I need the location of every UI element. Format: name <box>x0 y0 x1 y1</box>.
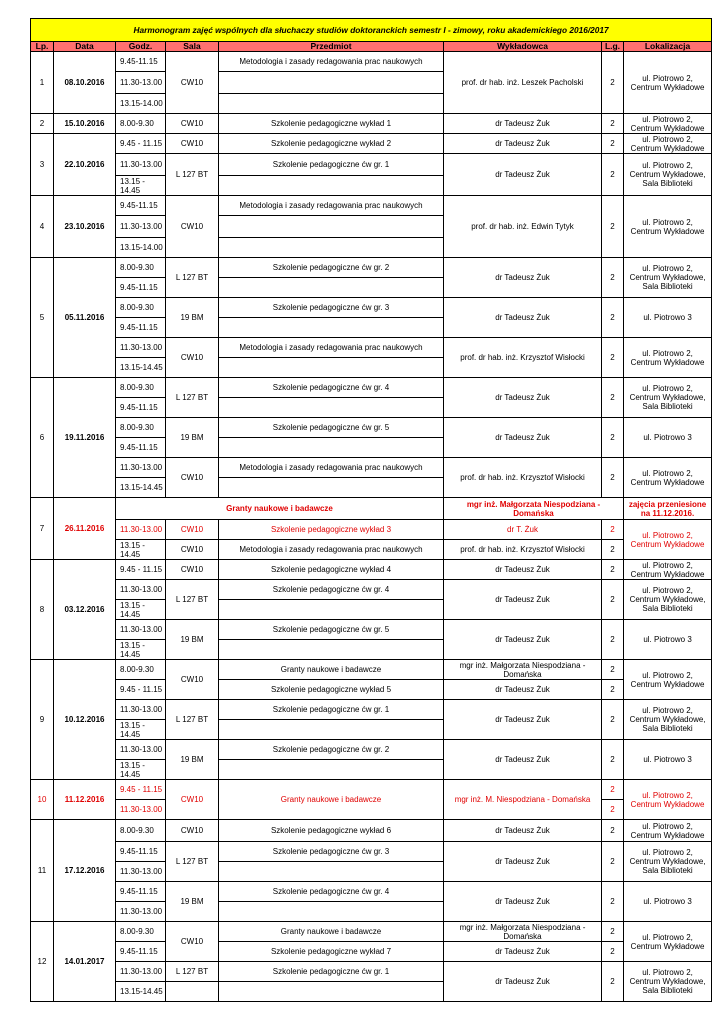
row-location: ul. Piotrowo 3 <box>624 298 712 338</box>
row-room <box>166 982 219 1002</box>
row-time: 11.30-13.00 <box>116 902 166 922</box>
row-time: 9.45-11.15 <box>116 52 166 72</box>
row-room <box>219 216 444 238</box>
row-date: 19.11.2016 <box>54 378 116 498</box>
row-date: 11.12.2016 <box>54 780 116 820</box>
row-subject: Metodologia i zasady redagowania prac naukowych <box>219 52 444 72</box>
row-location: ul. Piotrowo 2, Centrum Wykładowe, Sala Biblioteki <box>624 378 712 418</box>
table-row <box>31 842 712 862</box>
row-time: 9.45 - 11.15 <box>116 680 166 700</box>
row-location: ul. Piotrowo 3 <box>624 418 712 458</box>
row-lecturer: dr Tadeusz Żuk <box>444 154 602 196</box>
header-date: Data <box>54 42 116 52</box>
row-date: 10.12.2016 <box>54 660 116 780</box>
row-hours: 2 <box>602 378 624 418</box>
row-subject: Szkolenie pedagogiczne ćw gr. 4 <box>219 882 444 902</box>
row-lecturer: dr Tadeusz Żuk <box>444 560 602 580</box>
row-room: 19 BM <box>166 882 219 922</box>
row-time: 13.15-14.00 <box>116 238 166 258</box>
row-room <box>219 72 444 94</box>
row-subject <box>219 478 444 498</box>
row-room: CW10 <box>166 660 219 700</box>
row-hours: 2 <box>602 882 624 922</box>
row-hours: 2 <box>602 922 624 942</box>
row-time: 11.30-13.00 <box>116 862 166 882</box>
row-lecturer: dr Tadeusz Żuk <box>444 962 602 1002</box>
row-time: 13.15 - 14.45 <box>116 540 166 560</box>
row-time: 13.15-14.45 <box>116 478 166 498</box>
table-row <box>31 378 712 398</box>
row-subject: Szkolenie pedagogiczne ćw gr. 1 <box>219 700 444 720</box>
row-lp: 12 <box>31 922 54 1002</box>
row-time: 11.30-13.00 <box>116 620 166 640</box>
row-room <box>219 176 444 196</box>
notice-location: zajęcia przeniesione na 11.12.2016. <box>624 498 712 520</box>
row-hours: 2 <box>602 680 624 700</box>
row-hours: 2 <box>602 800 624 820</box>
row-room: CW10 <box>166 520 219 540</box>
row-time: 8.00-9.30 <box>116 378 166 398</box>
row-subject <box>219 720 444 740</box>
row-lp: 9 <box>31 660 54 780</box>
row-lp: 8 <box>31 560 54 660</box>
row-date: 17.12.2016 <box>54 820 116 922</box>
row-lecturer: dr Tadeusz Żuk <box>444 700 602 740</box>
row-hours: 2 <box>602 52 624 114</box>
row-time: 11.30-13.00 <box>116 740 166 760</box>
row-date: 05.11.2016 <box>54 258 116 378</box>
table-row <box>31 680 712 700</box>
row-time: 8.00-9.30 <box>116 820 166 842</box>
notice-lecturer: mgr inż. Małgorzata Niespodziana - Domańska <box>444 498 624 520</box>
row-subject: Szkolenie pedagogiczne wykład 6 <box>219 820 444 842</box>
row-lecturer: dr Tadeusz Żuk <box>444 378 602 418</box>
row-subject <box>219 318 444 338</box>
title-row <box>31 19 712 42</box>
row-lp: 7 <box>31 498 54 560</box>
row-lecturer: dr Tadeusz Żuk <box>444 942 602 962</box>
row-date: 15.10.2016 <box>54 114 116 134</box>
row-date: 03.12.2016 <box>54 560 116 660</box>
row-subject <box>219 600 444 620</box>
row-time: 8.00-9.30 <box>116 418 166 438</box>
row-location: ul. Piotrowo 2, Centrum Wykładowe <box>624 560 712 580</box>
row-hours: 2 <box>602 962 624 1002</box>
row-room: CW10 <box>166 540 219 560</box>
row-subject: Szkolenie pedagogiczne ćw gr. 4 <box>219 378 444 398</box>
row-hours: 2 <box>602 298 624 338</box>
row-subject <box>219 438 444 458</box>
schedule-table <box>30 18 712 1002</box>
schedule-title: Harmonogram zajęć wspólnych dla słuchaczy studiów doktoranckich semestr I - zimowy, roku akademickiego 2016/2017 <box>31 19 712 42</box>
row-location: ul. Piotrowo 2, Centrum Wykładowe, Sala Biblioteki <box>624 154 712 196</box>
row-time: 9.45-11.15 <box>116 942 166 962</box>
table-row <box>31 620 712 640</box>
row-location: ul. Piotrowo 2, Centrum Wykładowe <box>624 52 712 114</box>
row-lp: 11 <box>31 820 54 922</box>
row-subject: Metodologia i zasady redagowania prac naukowych <box>219 338 444 358</box>
row-time: 11.30-13.00 <box>116 700 166 720</box>
row-lecturer: dr Tadeusz Żuk <box>444 114 602 134</box>
row-lp: 1 <box>31 52 54 114</box>
row-hours: 2 <box>602 620 624 660</box>
row-room: 19 BM <box>166 620 219 660</box>
row-subject <box>219 278 444 298</box>
table-row <box>31 780 712 800</box>
row-time: 8.00-9.30 <box>116 298 166 318</box>
row-room <box>219 238 444 258</box>
row-hours: 2 <box>602 740 624 780</box>
row-subject <box>219 902 444 922</box>
row-subject: Granty naukowe i badawcze <box>219 922 444 942</box>
row-time: 11.30-13.00 <box>116 458 166 478</box>
row-time: 9.45 - 11.15 <box>116 560 166 580</box>
row-lecturer: prof. dr hab. inż. Leszek Pacholski <box>444 52 602 114</box>
row-time: 9.45-11.15 <box>116 882 166 902</box>
row-location: ul. Piotrowo 2, Centrum Wykładowe <box>624 114 712 134</box>
row-lp: 5 <box>31 258 54 378</box>
row-room: L 127 BT <box>166 378 219 418</box>
row-hours: 2 <box>602 154 624 196</box>
row-hours: 2 <box>602 942 624 962</box>
row-hours: 2 <box>602 842 624 882</box>
row-room: L 127 BT <box>166 962 219 982</box>
row-room: CW10 <box>166 820 219 842</box>
notice-row <box>31 498 712 520</box>
row-time: 11.30-13.00 <box>116 962 166 982</box>
row-room: CW10 <box>166 560 219 580</box>
table-row <box>31 740 712 760</box>
row-subject: Szkolenie pedagogiczne ćw gr. 5 <box>219 620 444 640</box>
row-lecturer: dr Tadeusz Żuk <box>444 820 602 842</box>
row-hours: 2 <box>602 196 624 258</box>
row-location: ul. Piotrowo 3 <box>624 740 712 780</box>
row-time: 13.15 - 14.45 <box>116 600 166 620</box>
row-lecturer: dr T. Żuk <box>444 520 602 540</box>
row-lecturer: dr Tadeusz Żuk <box>444 680 602 700</box>
row-location: ul. Piotrowo 2, Centrum Wykładowe, Sala Biblioteki <box>624 962 712 1002</box>
row-lp: 6 <box>31 378 54 498</box>
table-row <box>31 922 712 942</box>
row-subject: Szkolenie pedagogiczne ćw gr. 3 <box>219 298 444 318</box>
row-time: 11.30-13.00 <box>116 520 166 540</box>
row-subject <box>219 760 444 780</box>
row-subject: Szkolenie pedagogiczne ćw gr. 2 <box>219 258 444 278</box>
row-room: 19 BM <box>166 298 219 338</box>
row-subject <box>219 640 444 660</box>
row-lecturer: prof. dr hab. inż. Krzysztof Wisłocki <box>444 458 602 498</box>
row-subject: Szkolenie pedagogiczne ćw gr. 3 <box>219 842 444 862</box>
row-time: 13.15 - 14.45 <box>116 640 166 660</box>
row-lecturer: dr Tadeusz Żuk <box>444 842 602 882</box>
row-date: 08.10.2016 <box>54 52 116 114</box>
row-room: 19 BM <box>166 740 219 780</box>
row-time: 8.00-9.30 <box>116 922 166 942</box>
row-location: ul. Piotrowo 3 <box>624 882 712 922</box>
row-hours: 2 <box>602 540 624 560</box>
row-lp: 2 <box>31 114 54 134</box>
row-room: CW10 <box>166 458 219 498</box>
row-location: ul. Piotrowo 2, Centrum Wykładowe <box>624 922 712 962</box>
row-room: L 127 BT <box>166 258 219 298</box>
row-hours: 2 <box>602 560 624 580</box>
row-subject: Szkolenie pedagogiczne ćw gr. 4 <box>219 580 444 600</box>
header-location: Lokalizacja <box>624 42 712 52</box>
row-location: ul. Piotrowo 2, Centrum Wykładowe, Sala Biblioteki <box>624 700 712 740</box>
table-row <box>31 418 712 438</box>
row-hours: 2 <box>602 258 624 298</box>
row-hours: 2 <box>602 700 624 740</box>
table-row <box>31 700 712 720</box>
row-subject: Metodologia i zasady redagowania prac naukowych <box>219 458 444 478</box>
table-row <box>31 962 712 982</box>
row-subject: Szkolenie pedagogiczne wykład 2 <box>219 134 444 154</box>
row-location: ul. Piotrowo 3 <box>624 620 712 660</box>
row-time: 13.15 - 14.45 <box>116 720 166 740</box>
table-row <box>31 540 712 560</box>
header-room: Sala <box>166 42 219 52</box>
row-room: L 127 BT <box>166 154 219 196</box>
header-row <box>31 42 712 52</box>
row-lecturer: dr Tadeusz Żuk <box>444 298 602 338</box>
row-subject: Granty naukowe i badawcze <box>219 660 444 680</box>
row-room: L 127 BT <box>166 842 219 882</box>
row-time: 11.30-13.00 <box>116 338 166 358</box>
table-row <box>31 660 712 680</box>
row-time: 9.45-11.15 <box>116 278 166 298</box>
row-room <box>219 94 444 114</box>
row-hours: 2 <box>602 338 624 378</box>
header-lecturer: Wykładowca <box>444 42 602 52</box>
table-row <box>31 820 712 842</box>
row-time: 9.45-11.15 <box>116 196 166 216</box>
schedule-sheet <box>30 18 711 1002</box>
row-hours: 2 <box>602 134 624 154</box>
row-time: 9.45-11.15 <box>116 398 166 418</box>
row-lecturer: prof. dr hab. inż. Krzysztof Wisłocki <box>444 338 602 378</box>
row-time: 13.15 - 14.45 <box>116 176 166 196</box>
table-row <box>31 560 712 580</box>
row-time: 8.00-9.30 <box>116 258 166 278</box>
table-row <box>31 298 712 318</box>
table-row <box>31 338 712 358</box>
row-time: 9.45-11.15 <box>116 318 166 338</box>
row-lecturer: dr Tadeusz Żuk <box>444 134 602 154</box>
row-hours: 2 <box>602 114 624 134</box>
table-row <box>31 196 712 216</box>
row-lecturer: mgr inż. Małgorzata Niespodziana - Domańska <box>444 660 602 680</box>
row-time: 13.15-14.45 <box>116 982 166 1002</box>
row-lecturer: prof. dr hab. inż. Krzysztof Wisłocki <box>444 540 602 560</box>
table-row <box>31 258 712 278</box>
row-time: 13.15-14.45 <box>116 358 166 378</box>
row-hours: 2 <box>602 458 624 498</box>
table-row <box>31 114 712 134</box>
row-subject: Szkolenie pedagogiczne wykład 1 <box>219 114 444 134</box>
row-time: 8.00-9.30 <box>116 660 166 680</box>
table-row <box>31 580 712 600</box>
row-lecturer: mgr inż. M. Niespodziana - Domańska <box>444 780 602 820</box>
row-time: 9.45 - 11.15 <box>116 780 166 800</box>
notice-subject: Granty naukowe i badawcze <box>116 498 444 520</box>
row-subject: Szkolenie pedagogiczne wykład 5 <box>219 680 444 700</box>
row-subject: Szkolenie pedagogiczne ćw gr. 1 <box>219 154 444 176</box>
row-location: ul. Piotrowo 2, Centrum Wykładowe, Sala Biblioteki <box>624 580 712 620</box>
row-lecturer: mgr inż. Małgorzata Niespodziana - Domańska <box>444 922 602 942</box>
row-lecturer: dr Tadeusz Żuk <box>444 740 602 780</box>
row-lp: 3 <box>31 134 54 196</box>
row-subject: Szkolenie pedagogiczne ćw gr. 2 <box>219 740 444 760</box>
row-room: CW10 <box>166 114 219 134</box>
row-location: ul. Piotrowo 2, Centrum Wykładowe <box>624 660 712 700</box>
row-date: 26.11.2016 <box>54 498 116 560</box>
row-room: CW10 <box>166 196 219 258</box>
row-lecturer: dr Tadeusz Żuk <box>444 882 602 922</box>
row-time: 9.45 - 11.15 <box>116 134 166 154</box>
table-row <box>31 154 712 176</box>
header-hours: L.g. <box>602 42 624 52</box>
row-subject <box>219 358 444 378</box>
row-hours: 2 <box>602 820 624 842</box>
row-date: 23.10.2016 <box>54 196 116 258</box>
row-hours: 2 <box>602 780 624 800</box>
row-subject: Metodologia i zasady redagowania prac naukowych <box>219 196 444 216</box>
table-row <box>31 134 712 154</box>
row-hours: 2 <box>602 660 624 680</box>
table-row <box>31 942 712 962</box>
row-subject: Szkolenie pedagogiczne wykład 4 <box>219 560 444 580</box>
header-lp: Lp. <box>31 42 54 52</box>
row-lecturer: dr Tadeusz Żuk <box>444 418 602 458</box>
row-time: 11.30-13.00 <box>116 216 166 238</box>
row-subject: Szkolenie pedagogiczne wykład 3 <box>219 520 444 540</box>
header-subject: Przedmiot <box>219 42 444 52</box>
row-room: 19 BM <box>166 418 219 458</box>
row-subject <box>219 398 444 418</box>
row-lecturer: dr Tadeusz Żuk <box>444 580 602 620</box>
row-room: CW10 <box>166 922 219 962</box>
row-subject: Szkolenie pedagogiczne ćw gr. 1 <box>219 962 444 982</box>
row-subject <box>219 982 444 1002</box>
row-location: ul. Piotrowo 2, Centrum Wykładowe <box>624 820 712 842</box>
row-lp: 4 <box>31 196 54 258</box>
row-room: L 127 BT <box>166 700 219 740</box>
row-date: 14.01.2017 <box>54 922 116 1002</box>
row-lecturer: dr Tadeusz Żuk <box>444 620 602 660</box>
row-time: 11.30-13.00 <box>116 800 166 820</box>
row-location: ul. Piotrowo 2, Centrum Wykładowe, Sala Biblioteki <box>624 842 712 882</box>
row-lecturer: dr Tadeusz Żuk <box>444 258 602 298</box>
table-row <box>31 520 712 540</box>
row-subject: Szkolenie pedagogiczne ćw gr. 5 <box>219 418 444 438</box>
row-location: ul. Piotrowo 2, Centrum Wykładowe <box>624 780 712 820</box>
row-lecturer: prof. dr hab. inż. Edwin Tytyk <box>444 196 602 258</box>
row-location: ul. Piotrowo 2, Centrum Wykładowe, Sala Biblioteki <box>624 258 712 298</box>
row-room: CW10 <box>166 780 219 820</box>
row-location: ul. Piotrowo 2, Centrum Wykładowe <box>624 338 712 378</box>
row-location: ul. Piotrowo 2, Centrum Wykładowe <box>624 196 712 258</box>
row-room: CW10 <box>166 338 219 378</box>
row-hours: 2 <box>602 580 624 620</box>
row-location: ul. Piotrowo 2, Centrum Wykładowe <box>624 458 712 498</box>
row-subject: Granty naukowe i badawcze <box>219 780 444 820</box>
row-time: 13.15 - 14.45 <box>116 760 166 780</box>
table-row <box>31 882 712 902</box>
row-hours: 2 <box>602 520 624 540</box>
row-room: CW10 <box>166 52 219 114</box>
row-time: 13.15-14.00 <box>116 94 166 114</box>
row-room: CW10 <box>166 134 219 154</box>
row-location: ul. Piotrowo 2, Centrum Wykładowe <box>624 520 712 560</box>
row-time: 11.30-13.00 <box>116 580 166 600</box>
row-time: 11.30-13.00 <box>116 154 166 176</box>
row-lp: 10 <box>31 780 54 820</box>
row-time: 11.30-13.00 <box>116 72 166 94</box>
table-row <box>31 458 712 478</box>
row-time: 9.45-11.15 <box>116 842 166 862</box>
row-hours: 2 <box>602 418 624 458</box>
row-date: 22.10.2016 <box>54 134 116 196</box>
row-time: 8.00-9.30 <box>116 114 166 134</box>
row-room: L 127 BT <box>166 580 219 620</box>
row-subject: Metodologia i zasady redagowania prac naukowych <box>219 540 444 560</box>
row-subject: Szkolenie pedagogiczne wykład 7 <box>219 942 444 962</box>
row-subject <box>219 862 444 882</box>
row-location: ul. Piotrowo 2, Centrum Wykładowe <box>624 134 712 154</box>
row-time: 9.45-11.15 <box>116 438 166 458</box>
header-time: Godz. <box>116 42 166 52</box>
table-row <box>31 52 712 72</box>
